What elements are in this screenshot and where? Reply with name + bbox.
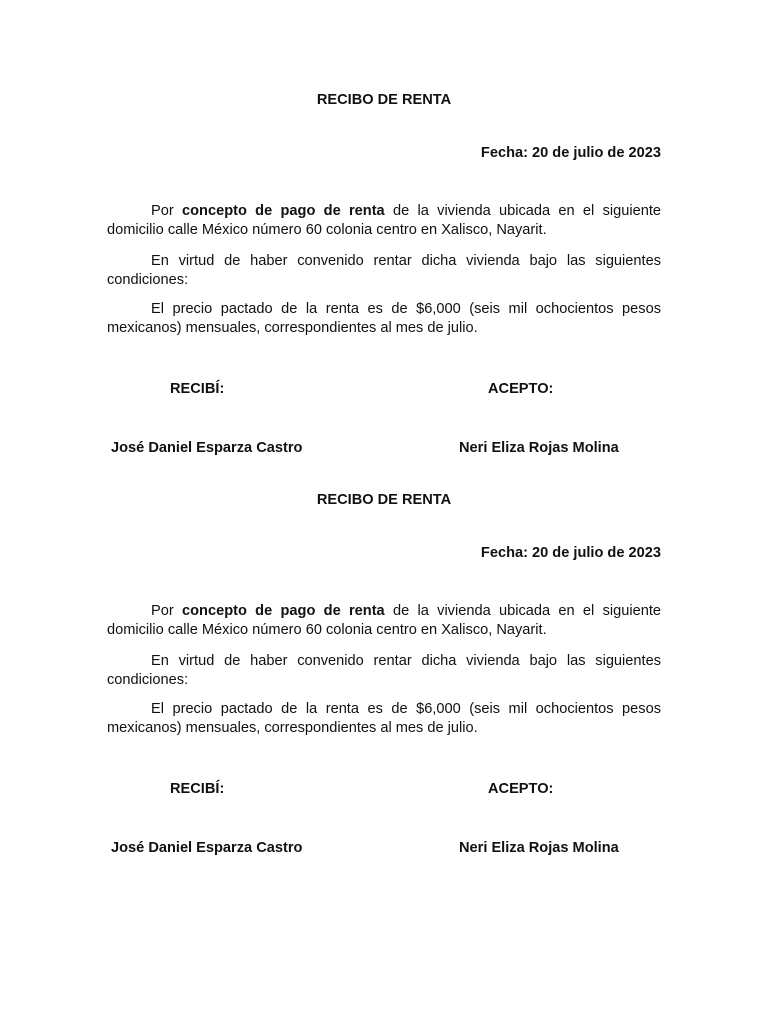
receipt-date: Fecha: 20 de julio de 2023: [480, 545, 661, 561]
payment-concept-paragraph: [107, 202, 661, 240]
received-name: José Daniel Esparza Castro: [111, 840, 303, 856]
receipt-title: RECIBO DE RENTA: [316, 492, 452, 508]
accept-label: ACEPTO:: [488, 781, 554, 797]
paragraph-rest: de la vivienda ubicada en el siguiente domicilio calle México número 60 colonia centro en Xalisco, Nayarit.: [107, 603, 661, 638]
accept-name: Neri Eliza Rojas Molina: [459, 840, 619, 856]
conditions-paragraph: En virtud de haber convenido rentar dicha vivienda bajo las siguientes condiciones:: [107, 253, 661, 288]
paragraph-rest: de la vivienda ubicada en el siguiente domicilio calle México número 60 colonia centro en Xalisco, Nayarit.: [107, 203, 661, 238]
accept-name: Neri Eliza Rojas Molina: [459, 440, 619, 456]
received-name: José Daniel Esparza Castro: [111, 440, 303, 456]
paragraph-lead: Por: [151, 203, 183, 219]
payment-concept-paragraph: [107, 602, 661, 640]
accept-label: ACEPTO:: [488, 381, 554, 397]
received-label: RECIBÍ:: [170, 781, 225, 797]
receipt-date: Fecha: 20 de julio de 2023: [480, 145, 661, 161]
price-paragraph: El precio pactado de la renta es de $6,000 (seis mil ochocientos pesos mexicanos) mensuales, correspondientes al mes de julio.: [107, 701, 661, 736]
payment-concept-bold: concepto de pago de renta: [182, 203, 385, 219]
price-paragraph: El precio pactado de la renta es de $6,000 (seis mil ochocientos pesos mexicanos) mensuales, correspondientes al mes de julio.: [107, 301, 661, 336]
receipt-1: [107, 90, 661, 470]
payment-concept-bold: concepto de pago de renta: [182, 603, 385, 619]
received-label: RECIBÍ:: [170, 381, 225, 397]
conditions-paragraph: En virtud de haber convenido rentar dicha vivienda bajo las siguientes condiciones:: [107, 653, 661, 688]
receipt-2: [107, 490, 661, 870]
receipt-title: RECIBO DE RENTA: [316, 92, 452, 108]
paragraph-lead: Por: [151, 603, 183, 619]
